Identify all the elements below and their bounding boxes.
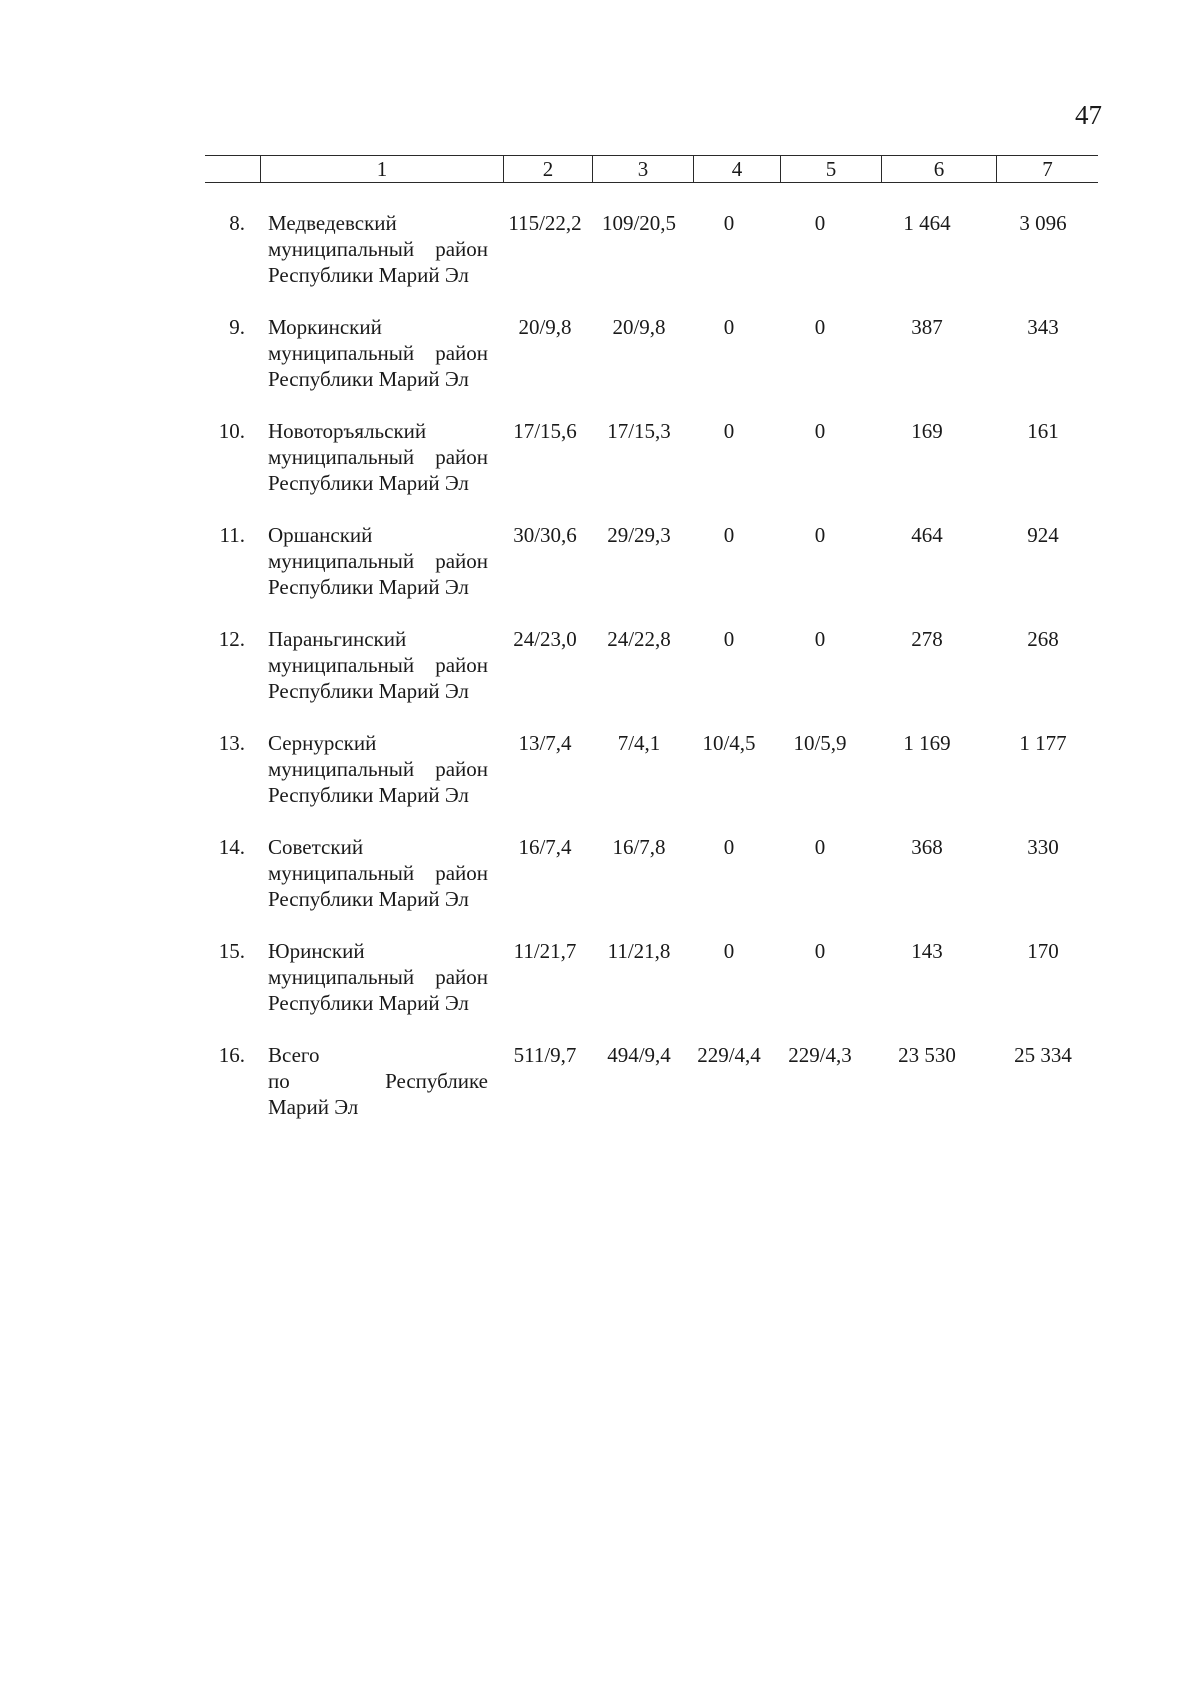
cell-col-2: 11/21,7 [513,939,577,963]
district-name-line: Республики Марий Эл [268,887,469,911]
cell-col-2: 511/9,7 [513,1043,577,1067]
cell-col-7: 924 [1027,523,1059,547]
cell-col-4: 0 [723,211,735,235]
table-row [0,730,1200,834]
district-name [268,938,488,1016]
row-number: 16. [218,1043,245,1067]
row-number: 11. [219,523,245,547]
cell-col-6: 1 169 [903,731,951,755]
cell-col-2: 17/15,6 [513,419,577,443]
district-name-line: Советский [268,835,364,859]
table-row [0,522,1200,626]
district-name [268,522,488,600]
header-cell-6: 6 [882,156,997,183]
cell-col-7: 330 [1027,835,1059,859]
cell-col-5: 0 [814,627,826,651]
table-row [0,418,1200,522]
cell-col-2: 20/9,8 [518,315,572,339]
cell-col-2: 13/7,4 [518,731,572,755]
district-name [268,210,488,288]
cell-col-4: 0 [723,627,735,651]
cell-col-3: 17/15,3 [607,419,671,443]
table-row [0,626,1200,730]
header-cell-5: 5 [781,156,882,183]
cell-col-3: 29/29,3 [607,523,671,547]
table-row [0,210,1200,314]
district-name-line: Параньгинский [268,627,407,651]
cell-col-3: 16/7,8 [612,835,666,859]
cell-col-2: 115/22,2 [508,211,582,235]
district-name-line: Медведевский [268,211,397,235]
cell-col-4: 0 [723,523,735,547]
row-number: 14. [218,835,245,859]
district-name-line: Моркинский [268,315,382,339]
cell-col-5: 229/4,3 [788,1043,852,1067]
total-label [268,1042,488,1120]
cell-col-2: 30/30,6 [513,523,577,547]
cell-col-4: 0 [723,419,735,443]
cell-col-7: 1 177 [1019,731,1067,755]
district-name-line: Республики Марий Эл [268,367,469,391]
district-name [268,834,488,912]
cell-col-5: 0 [814,315,826,339]
district-name-line: муниципальный район [268,341,488,365]
district-name-line: муниципальный район [268,653,488,677]
cell-col-3: 20/9,8 [612,315,666,339]
cell-col-5: 0 [814,939,826,963]
table-row [0,834,1200,938]
table-row [0,938,1200,1042]
district-name-line: муниципальный район [268,445,488,469]
district-name-line: Юринский [268,939,365,963]
district-name [268,314,488,392]
district-name [268,626,488,704]
cell-col-3: 11/21,8 [607,939,671,963]
district-name-line: Республики Марий Эл [268,263,469,287]
cell-col-2: 24/23,0 [513,627,577,651]
cell-col-6: 278 [911,627,943,651]
cell-col-6: 387 [911,315,943,339]
district-name-line: Оршанский [268,523,373,547]
total-label-line: Марий Эл [268,1095,359,1119]
cell-col-4: 10/4,5 [702,731,756,755]
cell-col-7: 170 [1027,939,1059,963]
district-name-line: Республики Марий Эл [268,783,469,807]
header-cell-1: 1 [261,156,504,183]
total-label-line: Всего [268,1043,320,1067]
header-cell-number [205,156,261,183]
cell-col-3: 109/20,5 [601,211,677,235]
district-name-line: муниципальный район [268,549,488,573]
cell-col-3: 7/4,1 [617,731,661,755]
header-cell-3: 3 [593,156,694,183]
row-number: 8. [229,211,245,235]
district-name [268,418,488,496]
cell-col-6: 1 464 [903,211,951,235]
row-number: 12. [218,627,245,651]
cell-col-4: 0 [723,835,735,859]
cell-col-2: 16/7,4 [518,835,572,859]
district-name-line: Республики Марий Эл [268,679,469,703]
table-header [205,155,1098,183]
district-name-line: муниципальный район [268,965,488,989]
header-cell-2: 2 [504,156,593,183]
district-name-line: Республики Марий Эл [268,991,469,1015]
cell-col-7: 343 [1027,315,1059,339]
district-name-line: Республики Марий Эл [268,471,469,495]
cell-col-3: 494/9,4 [607,1043,671,1067]
cell-col-6: 169 [911,419,943,443]
cell-col-3: 24/22,8 [607,627,671,651]
row-number: 10. [218,419,245,443]
row-number: 9. [229,315,245,339]
cell-col-6: 464 [911,523,943,547]
cell-col-7: 3 096 [1019,211,1067,235]
header-row [205,156,1098,183]
header-cell-7: 7 [997,156,1099,183]
district-name-line: Республики Марий Эл [268,575,469,599]
total-label-line: по Республике [268,1069,488,1093]
cell-col-5: 0 [814,419,826,443]
district-name-line: муниципальный район [268,237,488,261]
cell-col-6: 368 [911,835,943,859]
table-row-total [0,1042,1200,1146]
cell-col-6: 143 [911,939,943,963]
cell-col-7: 25 334 [1014,1043,1072,1067]
district-name-line: Сернурский [268,731,377,755]
district-name-line: муниципальный район [268,861,488,885]
header-cell-4: 4 [694,156,781,183]
cell-col-5: 0 [814,523,826,547]
table-row [0,314,1200,418]
district-name [268,730,488,808]
row-number: 15. [218,939,245,963]
district-name-line: муниципальный район [268,757,488,781]
cell-col-7: 161 [1027,419,1059,443]
cell-col-4: 0 [723,939,735,963]
cell-col-5: 0 [814,211,826,235]
cell-col-6: 23 530 [898,1043,956,1067]
table-body [0,210,1200,1146]
cell-col-7: 268 [1027,627,1059,651]
row-number: 13. [218,731,245,755]
cell-col-5: 10/5,9 [793,731,847,755]
cell-col-4: 229/4,4 [697,1043,761,1067]
cell-col-5: 0 [814,835,826,859]
cell-col-4: 0 [723,315,735,339]
page-number: 47 [1075,100,1102,130]
district-name-line: Новоторъяльский [268,419,427,443]
